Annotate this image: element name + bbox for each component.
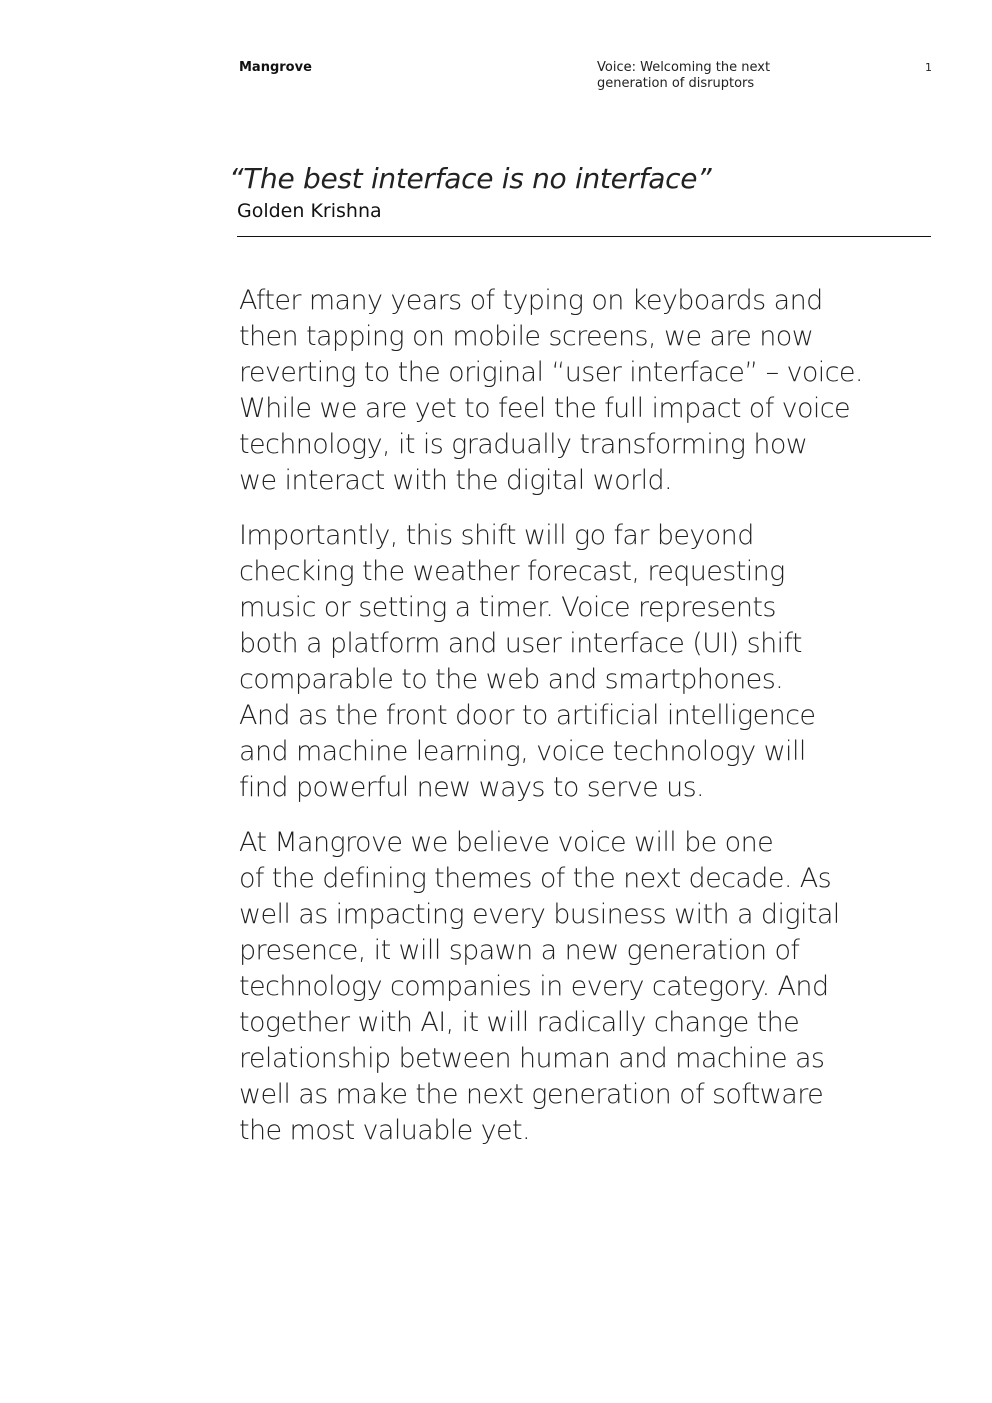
text-line: both a platform and user interface (UI) shift (239, 628, 802, 659)
text-line: together with AI, it will radically change the (239, 1007, 800, 1038)
text-line: technology companies in every category. And (239, 971, 829, 1002)
header-brand: Mangrove (239, 60, 312, 75)
paragraph-mangrove (239, 825, 899, 1149)
text-line: well as make the next generation of software (239, 1079, 824, 1110)
paragraph-intro (239, 283, 899, 499)
text-line: technology, it is gradually transforming how (239, 429, 808, 460)
page-number: 1 (925, 61, 932, 74)
text-line: the most valuable yet. (239, 1115, 531, 1146)
text-line: After many years of typing on keyboards and (239, 285, 823, 316)
text-line: At Mangrove we believe voice will be one (239, 827, 774, 858)
text-line: presence, it will spawn a new generation of (239, 935, 800, 966)
text-line: checking the weather forecast, requesting (239, 556, 785, 587)
paragraph-shift (239, 518, 899, 806)
text-line: well as impacting every business with a digital (239, 899, 840, 930)
header-title-line: generation of disruptors (597, 76, 755, 91)
pull-quote: “The best interface is no interface” (229, 162, 712, 195)
text-line: find powerful new ways to serve us. (239, 772, 705, 803)
text-line: And as the front door to artificial intelligence (239, 700, 816, 731)
text-line: comparable to the web and smartphones. (239, 664, 784, 695)
header-title-line: Voice: Welcoming the next (597, 60, 771, 75)
text-line: Importantly, this shift will go far beyond (239, 520, 754, 551)
quote-author: Golden Krishna (237, 200, 382, 222)
text-line: music or setting a timer. Voice represents (239, 592, 776, 623)
text-line: then tapping on mobile screens, we are now (239, 321, 814, 352)
text-line: of the defining themes of the next decade. As (239, 863, 832, 894)
text-line: and machine learning, voice technology will (239, 736, 806, 767)
section-divider (237, 236, 931, 237)
body-text (239, 283, 899, 1168)
text-line: we interact with the digital world. (239, 465, 672, 496)
header-document-title (597, 60, 797, 92)
text-line: reverting to the original “user interface” – voice. (239, 357, 863, 388)
text-line: While we are yet to feel the full impact of voice (239, 393, 851, 424)
text-line: relationship between human and machine as (239, 1043, 825, 1074)
